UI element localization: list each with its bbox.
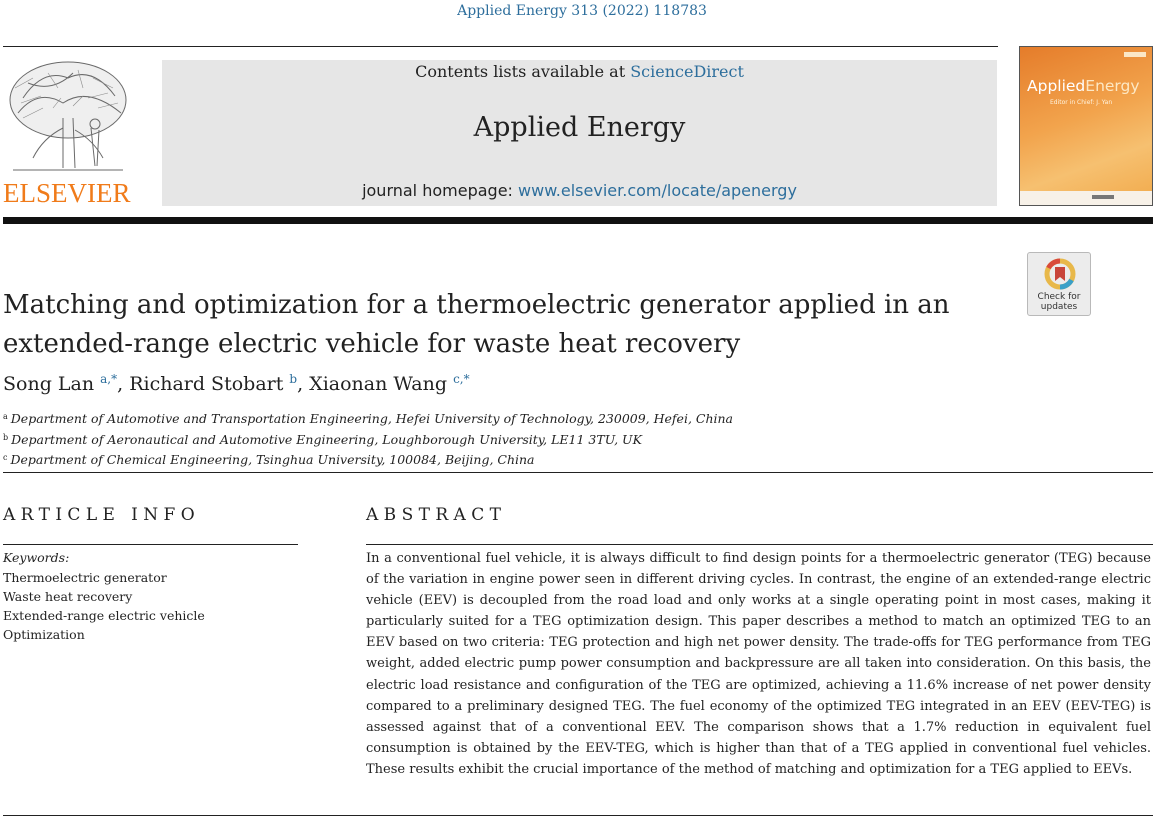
article-info-heading: ARTICLE INFO	[3, 505, 201, 525]
journal-title: Applied Energy	[473, 112, 686, 143]
journal-homepage-line	[162, 181, 997, 200]
check-for-updates-icon	[1044, 258, 1076, 290]
keywords-label: Keywords:	[3, 550, 70, 565]
affiliation-item: $^b$ Department of Aeronautical and Automotive Engineering, Loughborough University, LE11 3TU, UK	[3, 431, 642, 447]
masthead-thick-rule	[3, 217, 1153, 224]
author-affiliation-mark[interactable]: a,*	[100, 372, 118, 386]
check-for-updates-label: Check for updates	[1037, 292, 1081, 312]
author-name[interactable]: Xiaonan Wang	[309, 373, 448, 395]
footer-rule	[3, 815, 1153, 816]
author-list: Song Lan $^{a,*}$, Richard Stobart $^b$, Xiaonan Wang $^{c,*}$	[3, 372, 470, 395]
check-for-updates-button[interactable]	[1027, 252, 1091, 316]
abstract-rule	[366, 544, 1153, 545]
contents-prefix: Contents lists available at	[415, 62, 631, 81]
cover-issn-badge	[1124, 52, 1146, 57]
contents-available-line	[162, 62, 997, 81]
journal-banner	[162, 60, 997, 206]
keyword-item: Optimization	[3, 627, 85, 642]
keyword-list	[3, 568, 205, 644]
article-title	[3, 286, 1003, 364]
homepage-link[interactable]: www.elsevier.com/locate/apenergy	[518, 181, 797, 200]
homepage-prefix: journal homepage:	[362, 181, 519, 200]
journal-cover-image[interactable]	[1019, 46, 1153, 206]
cover-footer-strip	[1020, 191, 1152, 205]
abstract-heading: ABSTRACT	[366, 505, 507, 525]
article-info-rule	[3, 544, 298, 545]
cover-title-part2: Energy	[1085, 77, 1140, 95]
keyword-item: Waste heat recovery	[3, 589, 133, 604]
header-rule	[3, 46, 998, 47]
affiliation-list	[3, 408, 733, 470]
author-affiliation-mark[interactable]: c,*	[453, 372, 470, 386]
journal-citation	[0, 3, 1164, 19]
cover-title-part1: Applied	[1027, 77, 1086, 95]
article-title-line-2: extended-range electric vehicle for waste heat recovery	[3, 329, 741, 359]
elsevier-wordmark: ELSEVIER	[3, 178, 131, 208]
cover-title	[1027, 77, 1140, 95]
citation-link[interactable]: Applied Energy 313 (2022) 118783	[457, 3, 707, 19]
article-title-line-1: Matching and optimization for a thermoelectric generator applied in an	[3, 290, 950, 320]
affiliation-item: $^c$ Department of Chemical Engineering, Tsinghua University, 100084, Beijing, China	[3, 452, 535, 468]
sciencedirect-link[interactable]: ScienceDirect	[630, 62, 744, 81]
author-affiliation-mark[interactable]: b	[289, 372, 298, 386]
author-name[interactable]: Song Lan	[3, 373, 95, 395]
section-divider	[3, 472, 1153, 473]
keyword-item: Extended-range electric vehicle	[3, 608, 205, 623]
keyword-item: Thermoelectric generator	[3, 570, 167, 585]
affiliation-item: $^a$ Department of Automotive and Transportation Engineering, Hefei University of Technology, 230009, Hefei, China	[3, 411, 734, 426]
abstract-text: In a conventional fuel vehicle, it is always difficult to find design points for a thermoelectric generator (TEG) because of the variation in engine power seen in different driving cycles. In contrast, the engine of an extended-range electric vehicle (EEV) is decoupled from the road load and only works at a single operating point in most cases, making it particularly suited for a TEG optimization design. This paper describes a method to match an optimized TEG to an EEV based on two criteria: TEG protection and high net power density. The trade-offs for TEG performance from TEG weight, added electric pump power consumption and backpressure are all taken into consideration. On this basis, the electric load resistance and configuration of the TEG are optimized, achieving a 11.6% increase of net power density compared to a preliminary designed TEG. The fuel economy of the optimized TEG integrated in an EEV (EEV-TEG) is assessed against that of a conventional EEV. The comparison shows that a 1.7% reduction in equivalent fuel consumption is obtained by the EEV-TEG, which is higher than that of a TEG applied in conventional fuel vehicles. These results exhibit the crucial importance of the method of matching and optimization for a TEG applied to EEVs.	[366, 551, 1151, 777]
author-name[interactable]: Richard Stobart	[129, 373, 284, 395]
cover-editor: Editor in Chief: J. Yan	[1050, 99, 1113, 106]
